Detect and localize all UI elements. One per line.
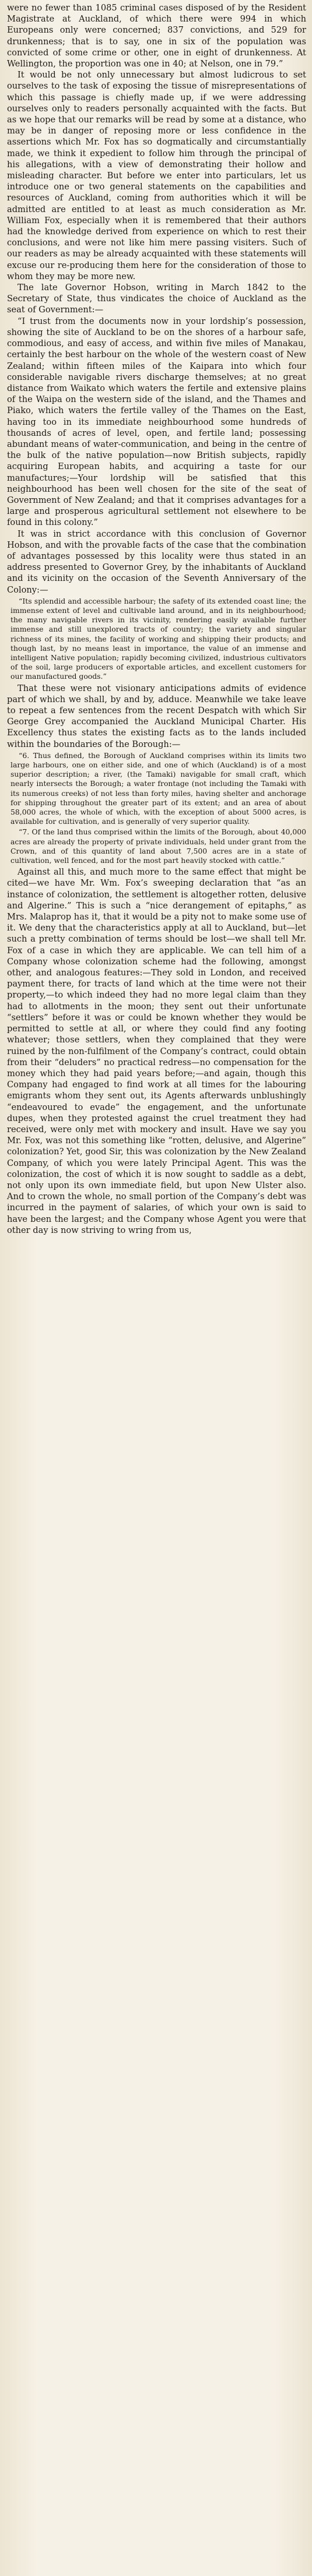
paragraph-refutation-intro: It would be not only unnecessary but almost ludicrous to set ourselves to the task of exposing the tissue of misrepresentations of which this passage is chiefly made up, if we were addressing ourselves only to readers personally acquainted with the facts. But as we hope that our remarks will be read by some at a distance, who may be in danger of reposing more or less confidence in the assertions which Mr. Fox has so dogmatically and circumstantially made, we think it expedient to follow him through the principal of his allegations, with a view of demonstrating their hollow and misleading character. But before we enter into particulars, let us introduce one or two general statements on the capabilities and resources of Auckland, coming from authorities which it will be admitted are entitled to at least as much consideration as Mr. William Fox, especially when it is remembered that their authors had the knowledge derived from experience on which to rest their conclusions, and were not like him mere passing visiters. Such of our readers as may be already acquainted with these statements will excuse our re-producing them here for the consideration of those to whom they may be more new. — [7, 70, 306, 281]
paragraph-grey-despatch-intro: That these were not visionary anticipations admits of evidence part of which we shall, by and by, adduce. Meanwhile we take leave to repeat a few sentences from the recent Despatch with which Sir George Grey accompanied the Auckland Municipal Charter. His Excellency thus states the existing facts as to the lands included within the boundaries of the Borough:— — [7, 683, 306, 749]
quote-despatch-section-6: “6. Thus defined, the Borough of Auckland comprises within its limits two large harbours, one on either side, and one of which (Auckland) is of a most superior description; a river, (the Tamaki) navigable for small craft, which nearly intersects the Borough; a water frontage (not including the Tamaki with its numerous creeks) of not less than forty miles, having shelter and anchorage for shipping throughout the greater part of its extent; and an area of about 58,000 acres, the whole of which, with the exception of about 5000 acres, is available for cultivation, and is generally of very superior quality. — [10, 750, 306, 826]
paragraph-address-intro: It was in strict accordance with this conclusion of Governor Hobson, and with the provable facts of the case that the combination of advantages possessed by this locality were thus stated in an address presented to Governor Grey, by the inhabitants of Auckland and its vicinity on the occasion of the Seventh Anniversary of the Colony:— — [7, 528, 306, 595]
paragraph-hobson-quote: “I trust from the documents now in your lordship’s possession, showing the site of Auckland to be on the shores of a harbour safe, commodious, and easy of access, and within five miles of Manakau, certainly the best harbour on the whole of the western coast of New Zealand; within fifteen miles of the Kaipara into which four considerable navigable rivers discharge themselves; at no great distance from Waikato which waters the fertile and extensive plains of the Waipa on the western side of the island, and the Thames and Piako, which waters the fertile valley of the Thames on the East, having too in its immediate neighbourhood some hundreds of thousands of acres of level, open, and fertile land; possessing abundant means of water-communication, and being in the centre of the bulk of the native population—now British subjects, rapidly acquiring European habits, and acquiring a taste for our manufactures;—Your lordship will be satisfied that this neighbourhood has been well chosen for the site of the seat of Government of New Zealand; and that it comprises advantages for a large and prosperous agricultural settlement not elsewhere to be found in this colony.” — [7, 316, 306, 528]
quote-anniversary-address: “Its splendid and accessible harbour; the safety of its extended coast line; the immense extent of level and cultivable land around, and in its neighbourhood; the many navigable rivers in its vicinity, rendering easily available further immense and still unexplored tracts of country; the variety and singular richness of its mines, the facility of working and shipping their products; and though last, by no means least in importance, the value of an immense and intelligent Native population; rapidly becoming civilized, industrious cultivators of the soil, large producers of exportable articles, and excellent customers for our manufactured goods.” — [10, 596, 306, 681]
paragraph-company-critique: Against all this, and much more to the same effect that might be cited—we have Mr. Wm. Fox’s sweeping declaration that “as an instance of colonization, the settlement is altogether rotten, delusive and Algerine.” This is such a “nice derangement of epitaphs,” as Mrs. Malaprop has it, that it would be a pity not to make some use of it. We deny that the characteristics apply at all to Auckland, but—let such a pretty combination of terms should be lost—we shall tell Mr. Fox of a case in which they are applicable. We can tell him of a Company whose colonization scheme had the following, amongst other, and analogous features:—They sold in London, and received payment there, for tracts of land which at the time were not their property,—to which indeed they had no more legal claim than they had to allotments in the moon; they sent out their unfortunate “settlers” before it was or could be known whether they would be permitted to settle at all, or where they could find any footing whatever; those settlers, when they complained that they were ruined by the non-fulfilment of the Company’s contract, could obtain from their “deluders” no practical redress—no compensation for the money which they had paid years before;—and again, though this Company had engaged to find work at all times for the labouring emigrants whom they sent out, its Agents afterwards unblushingly “endeavoured to evade” the engagement, and the unfortunate dupes, when they protested against the cruel treatment they had received, were only met with mockery and insult. Have we say you Mr. Fox, was not this something like “rotten, delusive, and Algerine” colonization? Yet, good Sir, this was colonization by the New Zealand Company, of which you were lately Principal Agent. This was the colonization, the cost of which it is now sought to saddle as a debt, not only upon its own immediate field, but upon New Ulster also. And to crown the whole, no small portion of the Company’s debt was incurred in the payment of salaries, of which your own is said to have been the largest; and the Company whose Agent you were that other day is now striving to wring from us, — [7, 867, 306, 1235]
quote-despatch-section-7: “7. Of the land thus comprised within the limits of the Borough, about 40,000 acres are already the property of private individuals, held under grant from the Crown, and of this quantity of land about 7,500 acres are in a state of cultivation, well fenced, and for the most part heavily stocked with cattle.” — [10, 827, 306, 865]
paragraph-opening-continuation: were no fewer than 1085 criminal cases disposed of by the Resident Magistrate at Auckland, of which there were 994 in which Europeans only were concerned; 837 convictions, and 529 for drunkenness; that is to say, one in six of the population was convicted of some crime or other, one in eight of drunkenness. At Wellington, the proportion was one in 40; at Nelson, one in 79.” — [7, 3, 306, 69]
paragraph-hobson-intro: The late Governor Hobson, writing in March 1842 to the Secretary of State, thus vindicates the choice of Auckland as the seat of Government:— — [7, 283, 306, 315]
